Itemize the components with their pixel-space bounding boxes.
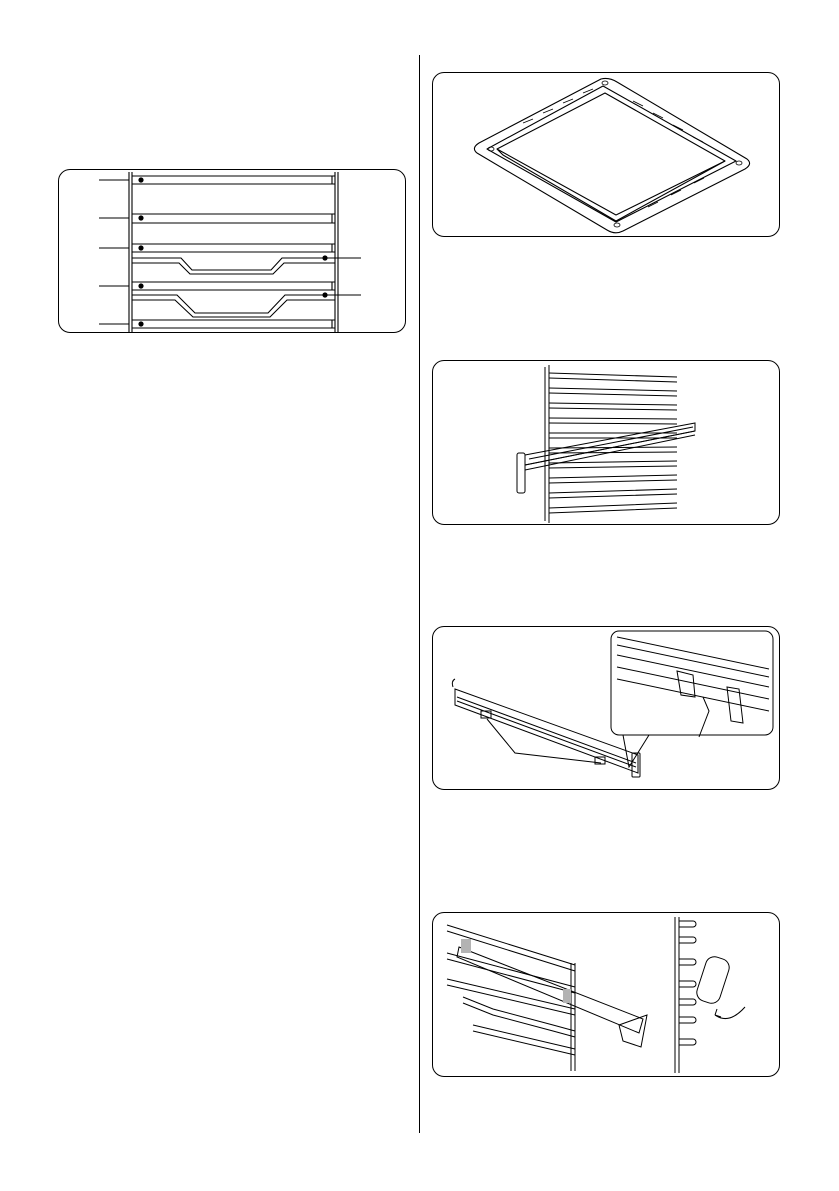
rail-detail-figure	[432, 626, 780, 790]
shelf-marker-1	[138, 177, 143, 182]
column-divider	[419, 55, 420, 1133]
baking-tray-figure	[432, 72, 780, 237]
rail-install-figure	[432, 912, 780, 1077]
shelf-marker-5	[138, 321, 143, 326]
shelf-positions-drawing	[59, 170, 406, 333]
shelf-positions-figure	[58, 169, 406, 333]
rail-on-rack-figure	[432, 360, 780, 525]
rail-detail-drawing	[433, 627, 780, 790]
baking-tray-drawing	[433, 73, 780, 237]
shelf-marker-b	[322, 292, 327, 297]
shelf-marker-3	[138, 245, 143, 250]
rail-install-drawing	[433, 913, 780, 1077]
rail-on-rack-drawing	[433, 361, 780, 525]
shelf-marker-4	[138, 283, 143, 288]
shelf-marker-a	[322, 255, 327, 260]
shelf-marker-2	[138, 215, 143, 220]
